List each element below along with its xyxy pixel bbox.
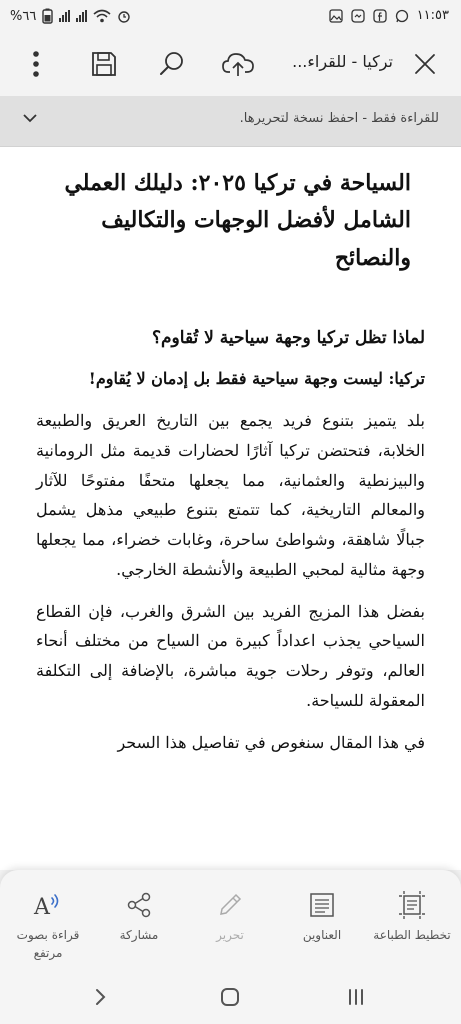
paragraph-2: بفضل هذا المزيج الفريد بين الشرق والغرب، فإن القطاع السياحي يجذب اعداداً كبيرة من السياح من مختلف أنحاء العالم، وتوفر رحلات جوية مباشرة، بالإضافة إلى التكلفة المعقولة للسياحة. [36, 601, 425, 710]
headings-label: العناوين [302, 928, 342, 942]
svg-text:A: A [34, 895, 50, 920]
status-time: ١١:٥٣ [416, 8, 449, 23]
print-layout-label: تخطيط الطباعة [373, 928, 451, 942]
read-only-banner-text: للقراءة فقط - احفظ نسخة لتحريرها. [239, 111, 439, 126]
whatsapp-icon [395, 9, 409, 23]
facebook-icon [373, 9, 387, 23]
document-canvas[interactable] [0, 147, 461, 870]
print-layout-icon [397, 890, 427, 920]
home-button[interactable] [210, 982, 250, 1012]
status-right [329, 8, 449, 23]
bottom-action-bar [0, 870, 461, 970]
search-button[interactable] [154, 46, 190, 82]
save-button[interactable] [86, 46, 122, 82]
document-content [36, 165, 425, 769]
intro-paragraph [36, 364, 425, 394]
home-icon [220, 987, 240, 1007]
picture-icon [329, 9, 343, 23]
edit-pencil-icon [216, 891, 244, 919]
recents-icon [346, 988, 366, 1006]
status-bar [0, 0, 461, 34]
article-title: السياحة في تركيا ٢٠٢٥: دليلك العملي الشامل لأفضل الوجهات والتكاليف والنصائح [64, 170, 411, 271]
paragraph-3: في هذا المقال سنغوص في تفاصيل هذا السحر [117, 732, 425, 752]
battery-icon [42, 8, 53, 24]
back-chevron-icon [93, 988, 107, 1006]
wifi-icon [93, 9, 111, 23]
headings-icon [308, 891, 336, 919]
messenger-icon [351, 9, 365, 23]
chevron-down-icon[interactable] [22, 112, 38, 124]
section-heading: لماذا تظل تركيا وجهة سياحية لا تُقاوم؟ [152, 328, 425, 349]
signal-icon-2 [76, 10, 87, 22]
read-only-banner[interactable] [0, 96, 461, 147]
paragraph-1: بلد يتميز بتنوع فريد يجمع بين التاريخ العريق والطبيعة الخلابة، فتحتضن تركيا آثارًا لحضارات قديمة مثل الرومانية والبيزنطية والعثمانية، مما يجعلها متحفًا مفتوحًا للآثار والمعالم التاريخية، كما تتمتع بتنوع طبيعي مذهل يشمل جبالًا شاهقة، وشواطئ ساحرة، وغابات خضراء، مما يجعلها وجهة مثالية لمحبي الطبيعة والأنشطة الخارجي. [36, 411, 425, 579]
read-aloud-label: قراءة بصوت مرتفع [16, 928, 80, 960]
close-icon [414, 53, 436, 75]
share-icon [125, 891, 153, 919]
share-button[interactable] [94, 888, 184, 944]
read-aloud-button[interactable] [3, 888, 93, 962]
system-nav-bar [0, 970, 461, 1024]
status-left [10, 8, 131, 24]
back-button[interactable] [80, 982, 120, 1012]
headings-button[interactable] [277, 888, 367, 944]
more-vert-icon [32, 50, 40, 78]
edit-label: تحرير [216, 928, 244, 942]
intro-lead: تركيا: ليست وجهة سياحية فقط بل إدمان لا يُقاوم! [88, 369, 425, 389]
edit-button[interactable] [185, 888, 275, 944]
print-layout-button[interactable] [367, 888, 457, 944]
signal-icon-1 [59, 10, 70, 22]
share-label: مشاركة [119, 928, 159, 942]
search-icon [158, 50, 186, 78]
close-button[interactable] [407, 46, 443, 82]
alarm-icon [117, 9, 131, 23]
document-title: تركيا - للقراء... [292, 52, 393, 71]
app-toolbar [0, 34, 461, 94]
save-icon [90, 50, 118, 78]
more-options-button[interactable] [18, 46, 54, 82]
battery-percent: %٦٦ [10, 8, 37, 24]
read-aloud-icon [32, 890, 64, 920]
recents-button[interactable] [336, 982, 376, 1012]
